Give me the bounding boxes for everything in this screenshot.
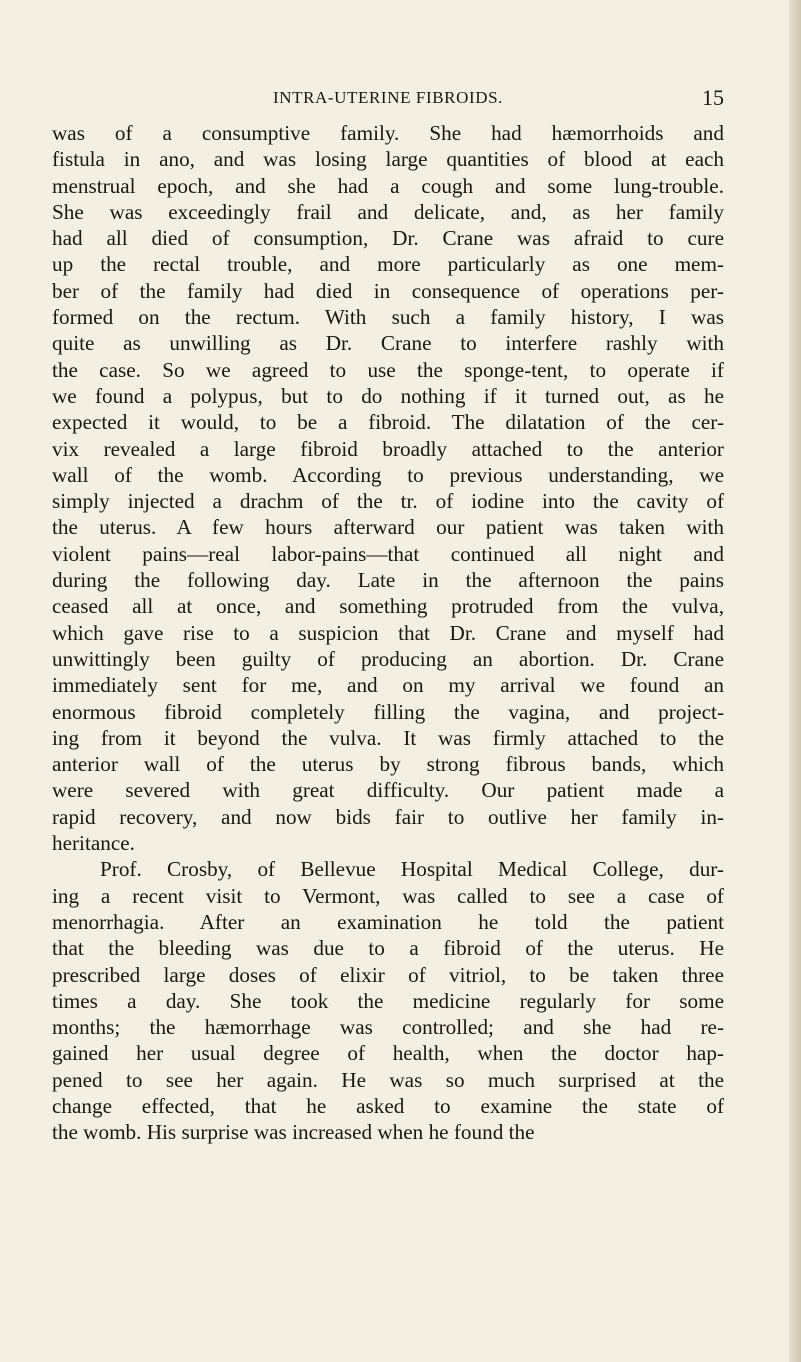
text-line: quite as unwilling as Dr. Crane to interfere rashly with <box>52 331 724 356</box>
text-line: menorrhagia. After an examination he told the patient <box>52 909 724 934</box>
text-line: pened to see her again. He was so much surprised at the <box>52 1067 724 1092</box>
text-line: ber of the family had died in consequence of operations per- <box>52 278 724 303</box>
text-line: unwittingly been guilty of producing an abortion. Dr. Crane <box>52 646 724 671</box>
text-line: had all died of consumption, Dr. Crane was afraid to cure <box>52 226 724 251</box>
text-line: ing a recent visit to Vermont, was called to see a case of <box>52 883 724 908</box>
text-line: formed on the rectum. With such a family history, I was <box>52 305 724 330</box>
text-line: which gave rise to a suspicion that Dr. Crane and myself had <box>52 620 724 645</box>
page-edge-shadow <box>789 0 801 1362</box>
text-line: violent pains—real labor-pains—that continued all night and <box>52 541 724 566</box>
page-header <box>52 83 724 113</box>
text-line: heritance. <box>52 831 135 856</box>
text-line: the uterus. A few hours afterward our patient was taken with <box>52 515 724 540</box>
text-line: Prof. Crosby, of Bellevue Hospital Medical College, dur- <box>100 857 724 882</box>
text-line: rapid recovery, and now bids fair to outlive her family in- <box>52 804 724 829</box>
text-line: that the bleeding was due to a fibroid of the uterus. He <box>52 936 724 961</box>
text-line: immediately sent for me, and on my arrival we found an <box>52 673 724 698</box>
text-line: ceased all at once, and something protruded from the vulva, <box>52 594 724 619</box>
text-line: the womb. His surprise was increased when he found the <box>52 1120 535 1145</box>
text-line: we found a polypus, but to do nothing if it turned out, as he <box>52 383 724 408</box>
text-line: times a day. She took the medicine regularly for some <box>52 988 724 1013</box>
text-line: fistula in ano, and was losing large quantities of blood at each <box>52 147 724 172</box>
text-line: months; the hæmorrhage was controlled; and she had re- <box>52 1015 724 1040</box>
text-line: prescribed large doses of elixir of vitriol, to be taken three <box>52 962 724 987</box>
paragraph <box>52 120 724 856</box>
text-line: menstrual epoch, and she had a cough and some lung-trouble. <box>52 173 724 198</box>
text-line: during the following day. Late in the afternoon the pains <box>52 568 724 593</box>
text-line: expected it would, to be a fibroid. The dilatation of the cer- <box>52 410 724 435</box>
text-line: anterior wall of the uterus by strong fibrous bands, which <box>52 752 724 777</box>
text-line: enormous fibroid completely filling the vagina, and project- <box>52 699 724 724</box>
text-line: up the rectal trouble, and more particularly as one mem- <box>52 252 724 277</box>
page-number: 15 <box>702 85 724 110</box>
text-line: change effected, that he asked to examine the state of <box>52 1093 724 1118</box>
text-line: wall of the womb. According to previous understanding, we <box>52 462 724 487</box>
body-text <box>52 120 724 1146</box>
paragraph <box>52 856 724 1145</box>
text-line: vix revealed a large fibroid broadly attached to the anterior <box>52 436 724 461</box>
text-line: was of a consumptive family. She had hæmorrhoids and <box>52 121 724 145</box>
text-line: were severed with great difficulty. Our patient made a <box>52 778 724 803</box>
text-line: ing from it beyond the vulva. It was firmly attached to the <box>52 725 724 750</box>
text-line: gained her usual degree of health, when the doctor hap- <box>52 1041 724 1066</box>
text-line: simply injected a drachm of the tr. of iodine into the cavity of <box>52 489 724 514</box>
text-line: the case. So we agreed to use the sponge-tent, to operate if <box>52 357 724 382</box>
running-title: INTRA-UTERINE FIBROIDS. <box>272 88 504 107</box>
text-line: She was exceedingly frail and delicate, and, as her family <box>52 199 724 224</box>
